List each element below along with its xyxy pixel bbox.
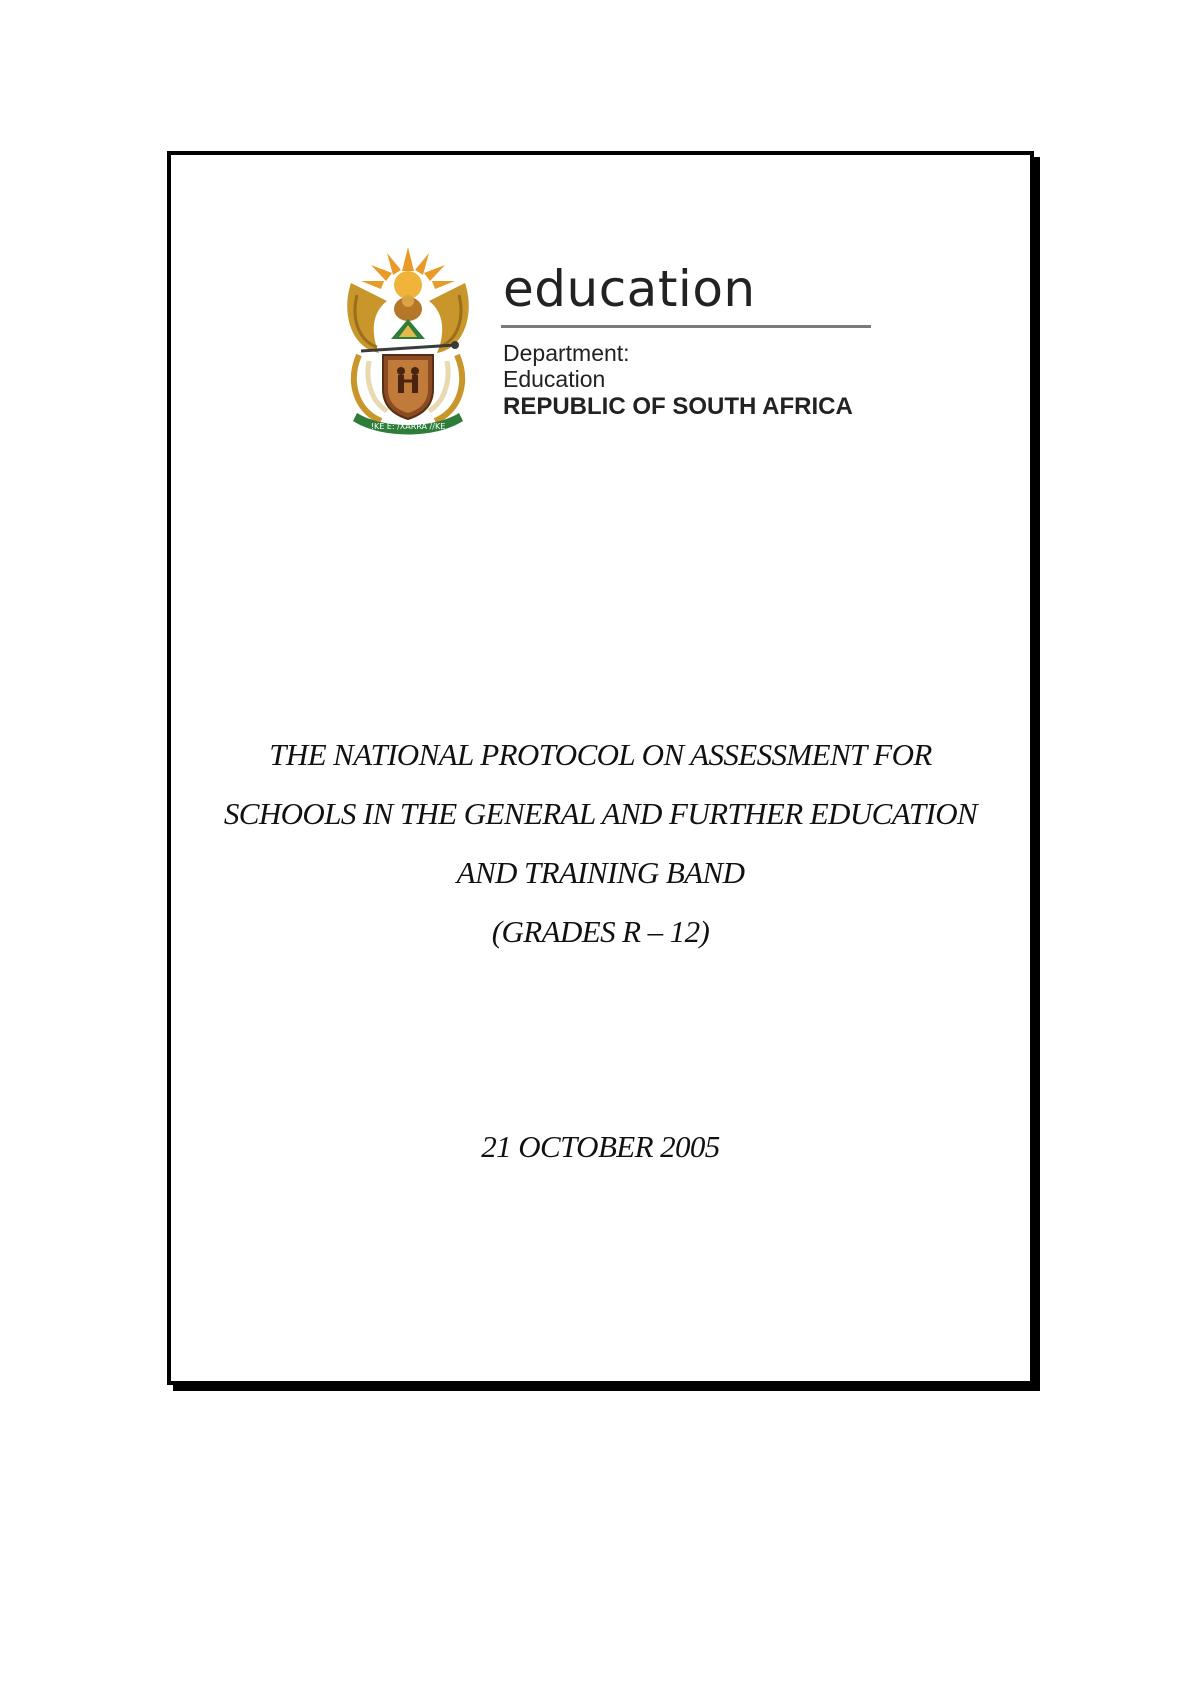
coat-of-arms-icon <box>331 243 486 443</box>
motto-text: !KE E: /XARRA //KE <box>370 422 446 431</box>
document-date: 21 OCTOBER 2005 <box>481 1129 720 1164</box>
title-line: AND TRAINING BAND <box>456 855 745 890</box>
document-title <box>171 725 1030 961</box>
title-line: SCHOOLS IN THE GENERAL AND FURTHER EDUCATION <box>223 796 978 831</box>
department-logo <box>331 243 891 443</box>
department-name: Education <box>503 366 606 392</box>
logo-text-group <box>501 261 871 422</box>
department-label: Department: <box>503 340 630 366</box>
title-line: (GRADES R – 12) <box>491 914 710 949</box>
logo-wordmark: education <box>503 260 756 318</box>
title-line: THE NATIONAL PROTOCOL ON ASSESSMENT FOR <box>269 737 932 772</box>
logo-divider <box>501 325 871 328</box>
cover-frame <box>167 151 1034 1385</box>
country-name: REPUBLIC OF SOUTH AFRICA <box>503 393 853 420</box>
